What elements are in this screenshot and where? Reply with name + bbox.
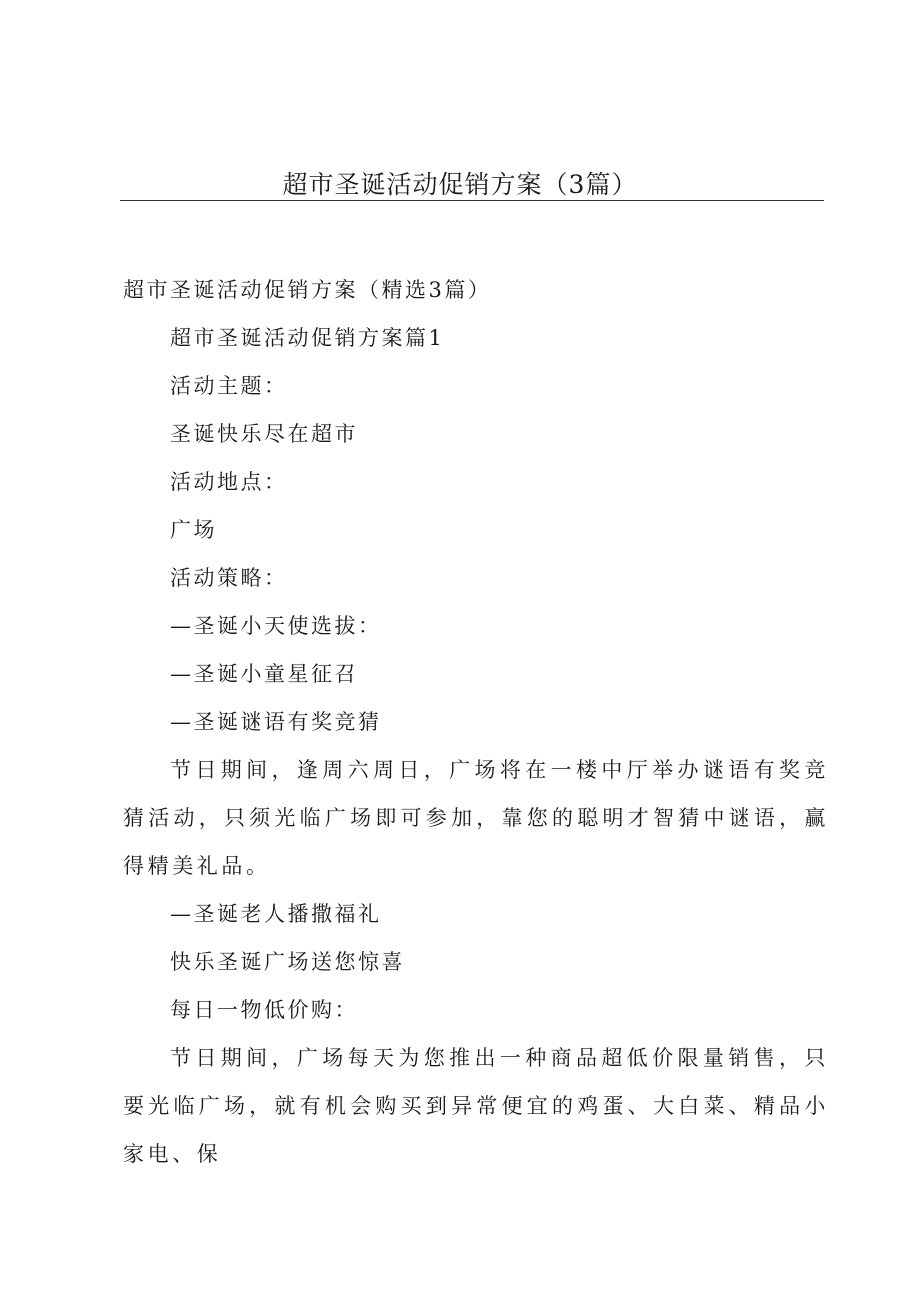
title-underline — [120, 200, 824, 201]
text-line: —圣诞谜语有奖竞猜 — [170, 710, 382, 734]
section-heading: 超市圣诞活动促销方案篇1 — [170, 326, 445, 350]
text-line: —圣诞老人播撒福礼 — [170, 902, 382, 926]
text-line: 快乐圣诞广场送您惊喜 — [170, 950, 405, 974]
text-line: 广场 — [170, 518, 217, 542]
text-line: 每日一物低价购： — [170, 998, 358, 1022]
text-line: 活动地点： — [170, 470, 288, 494]
text-line: 活动主题： — [170, 374, 288, 398]
document-body — [123, 266, 829, 1178]
body-paragraph: 节日期间，广场每天为您推出一种商品超低价限量销售，只要光临广场，就有机会购买到异常便宜的鸡蛋、大白菜、精品小家电、保 — [123, 1046, 829, 1166]
page-title: 超市圣诞活动促销方案（3篇） — [282, 170, 638, 199]
text-line: 圣诞快乐尽在超市 — [170, 422, 358, 446]
body-paragraph: 节日期间，逢周六周日，广场将在一楼中厅举办谜语有奖竞猜活动，只须光临广场即可参加，靠您的聪明才智猜中谜语，赢得精美礼品。 — [123, 758, 829, 878]
text-line: —圣诞小童星征召 — [170, 662, 358, 686]
document-subtitle: 超市圣诞活动促销方案（精选3篇） — [123, 278, 492, 302]
text-line: —圣诞小天使选拔： — [170, 614, 382, 638]
text-line: 活动策略： — [170, 566, 288, 590]
